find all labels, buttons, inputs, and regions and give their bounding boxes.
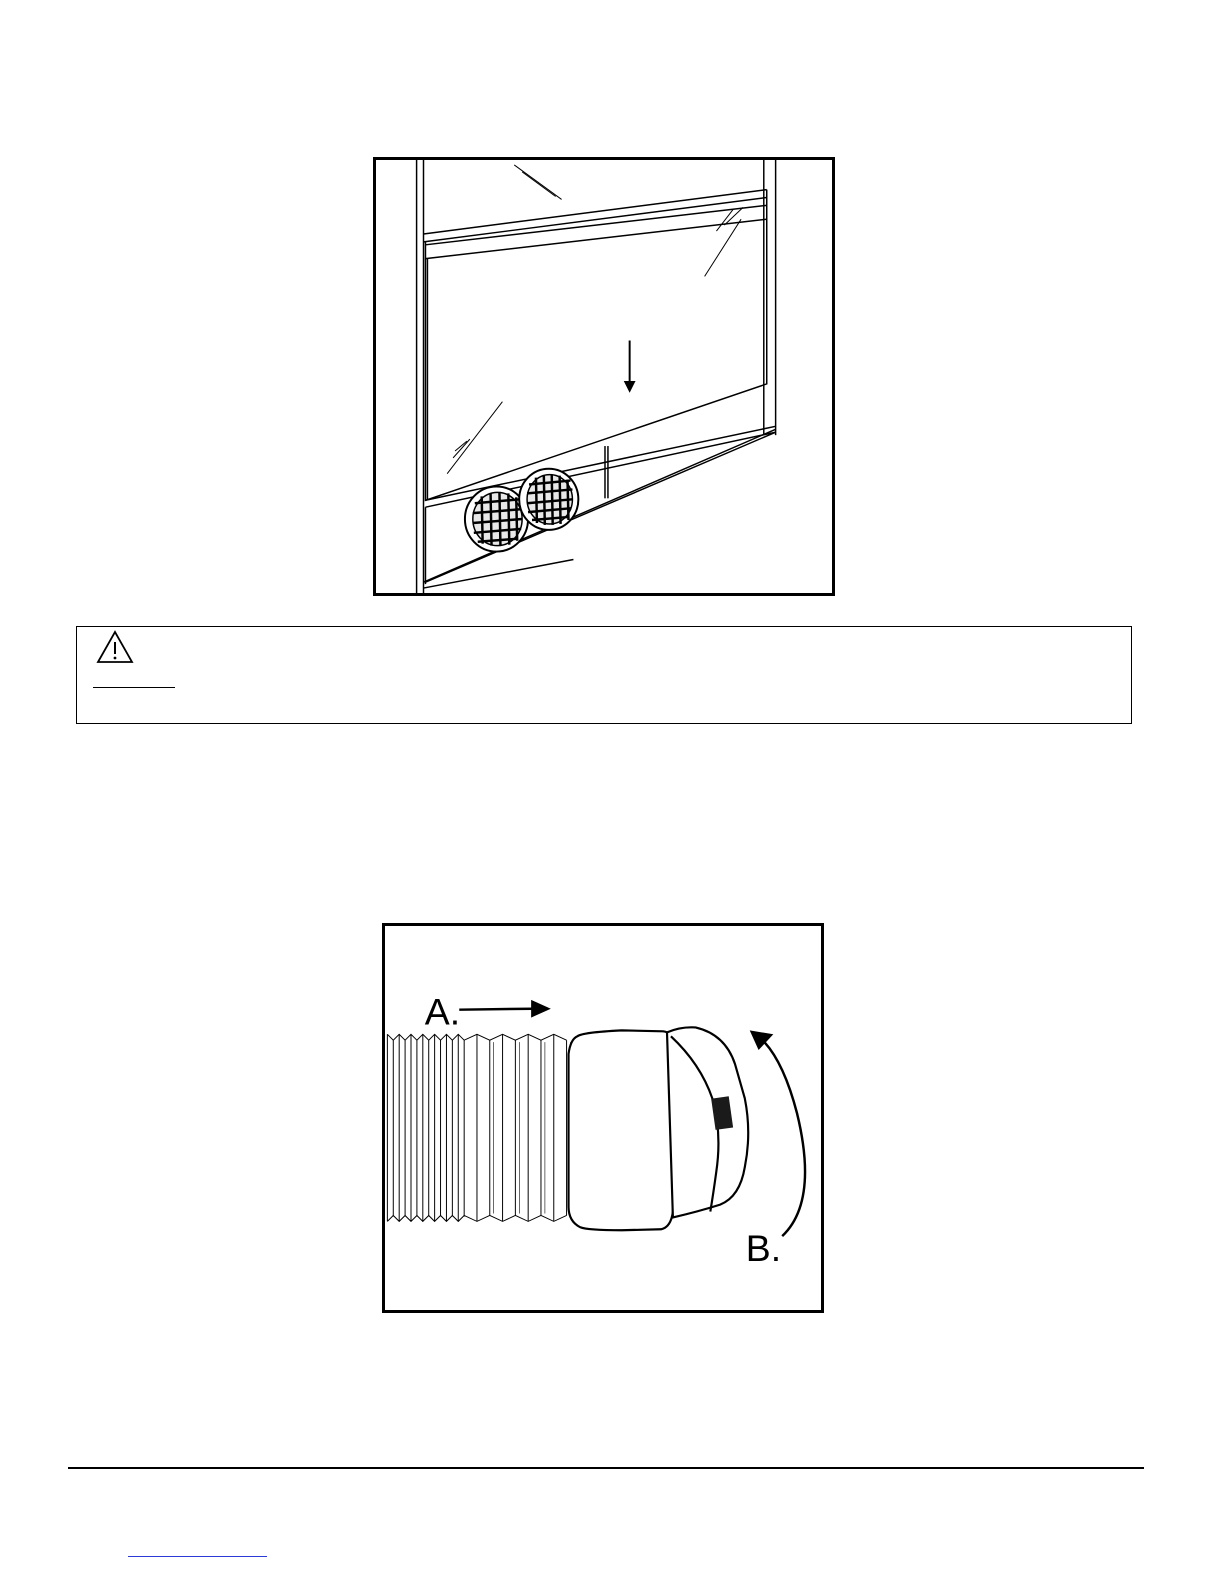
- callout-label-a: A.: [424, 990, 461, 1033]
- right-arrow-icon: [459, 1000, 551, 1018]
- down-arrow-icon: [624, 340, 636, 392]
- hose-illustration: [385, 926, 821, 1310]
- flexible-hose: [387, 1034, 570, 1221]
- figure-window-kit: [373, 157, 835, 596]
- rotate-arrow-icon: [750, 1030, 805, 1236]
- window-illustration: [376, 160, 832, 593]
- footer-link-underline[interactable]: [128, 1556, 267, 1557]
- callout-label-b: B.: [745, 1226, 782, 1269]
- footer-divider: [68, 1467, 1144, 1469]
- exhaust-vent-right: [519, 469, 578, 530]
- warning-triangle-icon: [95, 629, 135, 665]
- figure-exhaust-hose: [382, 923, 824, 1313]
- warning-heading-underline: [93, 687, 175, 688]
- warning-box: [76, 626, 1132, 724]
- window-connector: [667, 1027, 748, 1217]
- hose-adapter: [569, 1030, 673, 1230]
